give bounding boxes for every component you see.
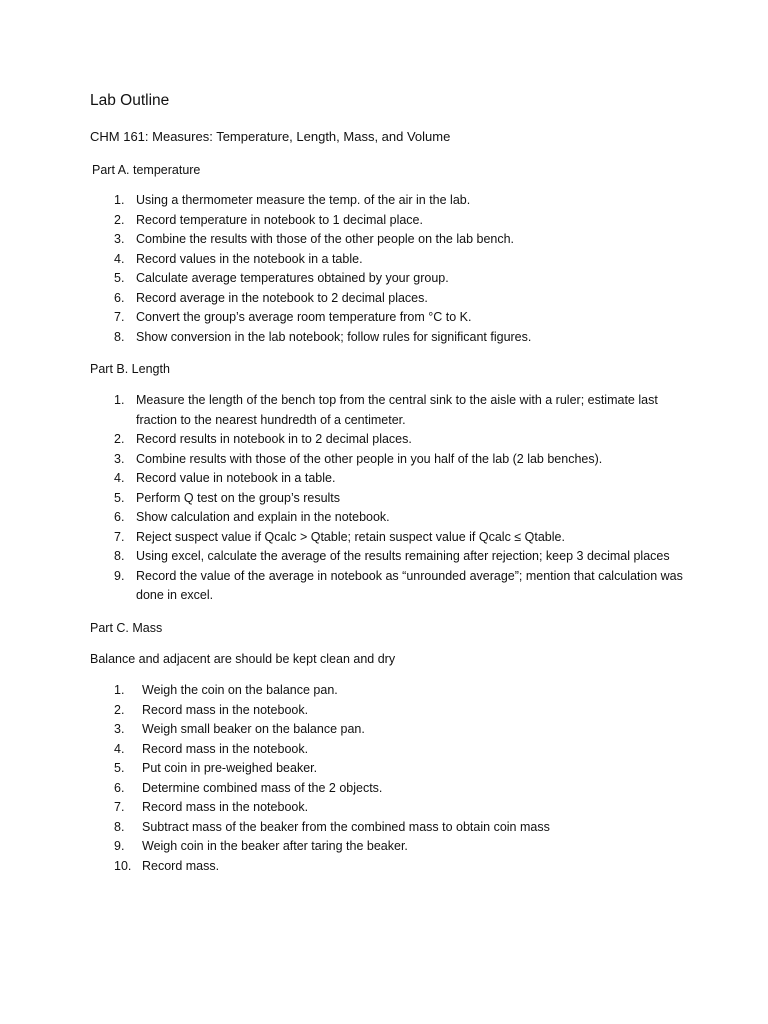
list-item: 1. Using a thermometer measure the temp. of the air in the lab. bbox=[114, 193, 471, 207]
list-item: 7. Record mass in the notebook. bbox=[114, 800, 309, 814]
list-item: 8. Show conversion in the lab notebook; follow rules for significant figures. bbox=[114, 329, 532, 344]
list-item: 2. Record temperature in notebook to 1 decimal place. bbox=[114, 212, 423, 227]
list-item: 5. Put coin in pre-weighed beaker. bbox=[114, 761, 318, 775]
part-b-list bbox=[114, 391, 694, 606]
list-item: 5. Perform Q test on the group’s results bbox=[114, 490, 341, 505]
list-item: 3. Combine the results with those of the other people on the lab bench. bbox=[114, 232, 515, 246]
part-c-list bbox=[114, 681, 674, 876]
list-item: 1. Measure the length of the bench top from the central sink to the aisle with a ruler; estimate last fraction to the nearest hundredth of a centimeter. bbox=[114, 393, 658, 427]
list-item: 6. Show calculation and explain in the notebook. bbox=[114, 510, 390, 524]
list-item: 2. Record results in notebook in to 2 decimal places. bbox=[114, 432, 412, 446]
list-item: 7. Reject suspect value if Qcalc > Qtable; retain suspect value if Qcalc ≤ Qtable. bbox=[114, 529, 565, 544]
list-item: 4. Record mass in the notebook. bbox=[114, 741, 309, 756]
list-item: 3. Weigh small beaker on the balance pan. bbox=[114, 722, 365, 736]
part-c-note: Balance and adjacent are should be kept clean and dry bbox=[90, 652, 396, 666]
list-item: 4. Record value in notebook in a table. bbox=[114, 471, 336, 485]
part-b-heading: Part B. Length bbox=[90, 362, 170, 376]
list-item: 7. Convert the group’s average room temperature from °C to K. bbox=[114, 310, 472, 324]
part-a-heading: Part A. temperature bbox=[92, 163, 201, 177]
list-item: 6. Determine combined mass of the 2 objects. bbox=[114, 780, 383, 795]
list-item: 8. Using excel, calculate the average of the results remaining after rejection; keep 3 decimal places bbox=[114, 549, 670, 563]
list-item: 9. Weigh coin in the beaker after taring the beaker. bbox=[114, 839, 408, 853]
list-item: 8. Subtract mass of the beaker from the combined mass to obtain coin mass bbox=[114, 819, 550, 834]
list-item: 2. Record mass in the notebook. bbox=[114, 702, 309, 717]
list-item: 10. Record mass. bbox=[114, 858, 220, 873]
list-item: 1. Weigh the coin on the balance pan. bbox=[114, 683, 338, 697]
course-title: CHM 161: Measures: Temperature, Length, Mass, and Volume bbox=[90, 129, 451, 144]
list-item: 3. Combine results with those of the other people in you half of the lab (2 lab benches). bbox=[114, 451, 603, 466]
part-a-list bbox=[114, 191, 674, 347]
list-item: 5. Calculate average temperatures obtained by your group. bbox=[114, 271, 449, 285]
list-item: 6. Record average in the notebook to 2 decimal places. bbox=[114, 290, 428, 305]
list-item: 9. Record the value of the average in notebook as “unrounded average”; mention that calculation was done in excel. bbox=[114, 568, 683, 602]
part-c-heading: Part C. Mass bbox=[90, 621, 163, 635]
list-item: 4. Record values in the notebook in a table. bbox=[114, 251, 363, 266]
document-title: Lab Outline bbox=[90, 92, 170, 109]
